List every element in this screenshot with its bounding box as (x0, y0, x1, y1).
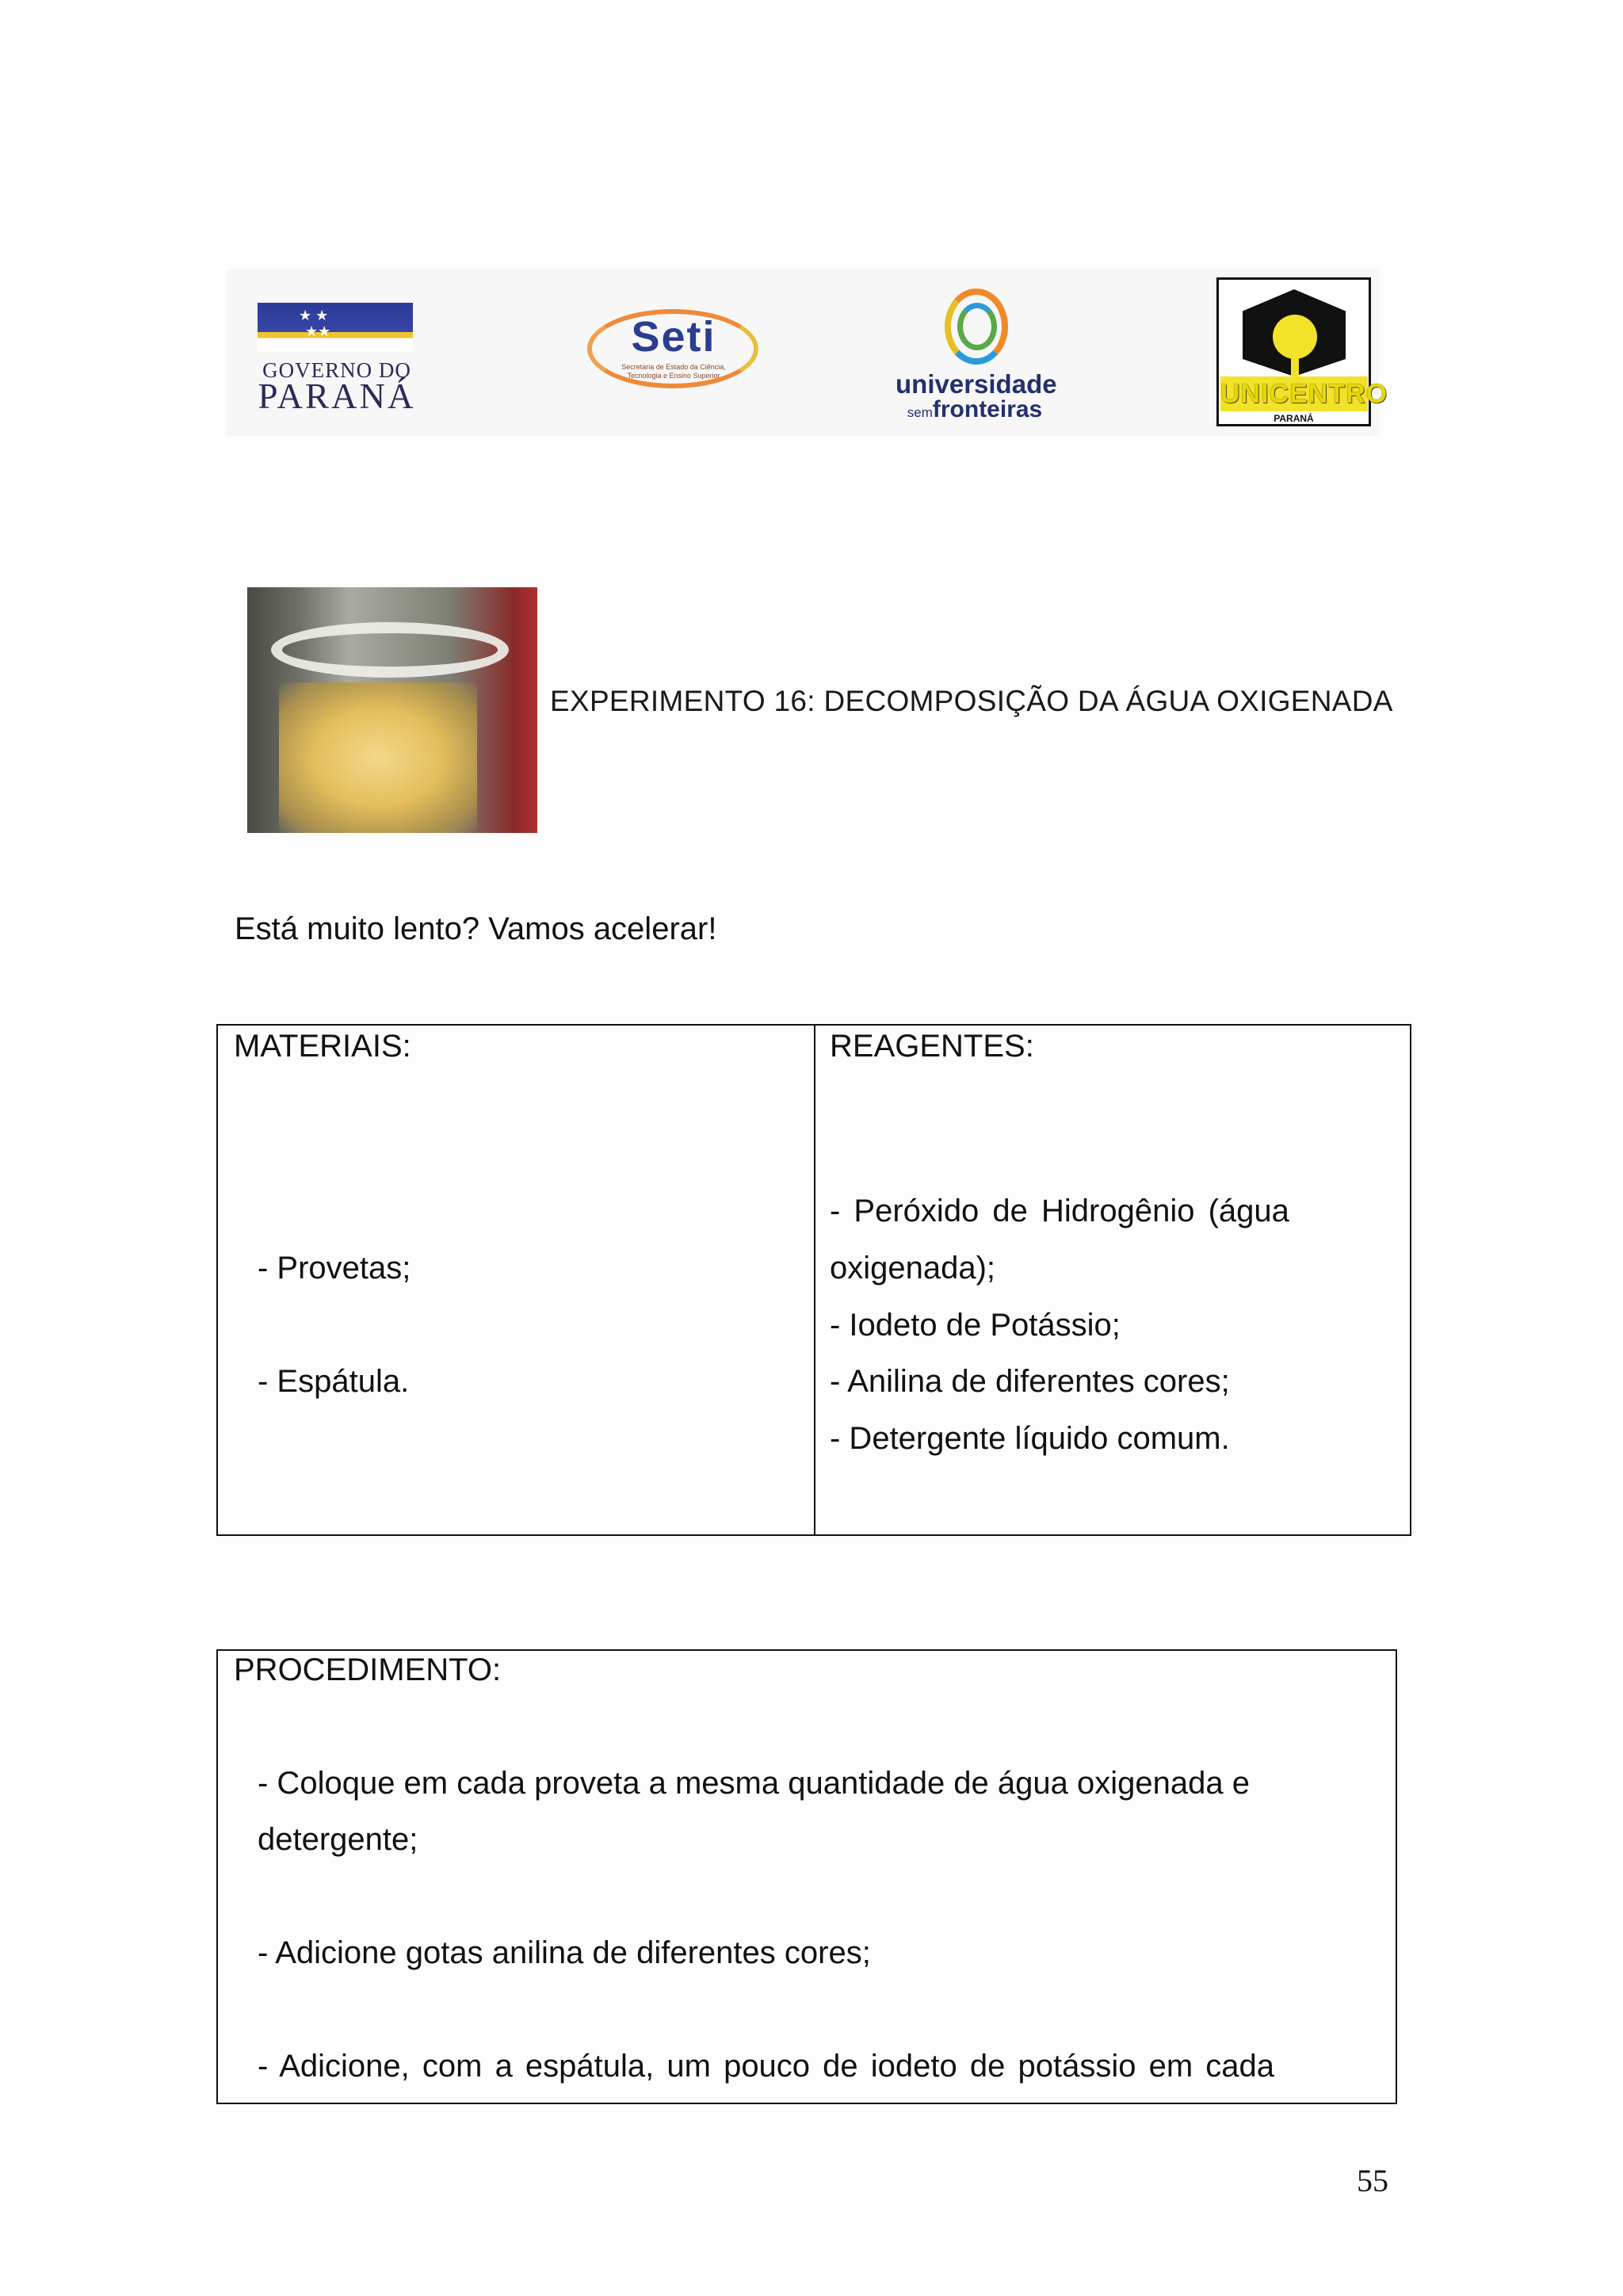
governo-logo-line2: PARANÁ (258, 376, 416, 416)
parana-flag-icon: ★ ★ ★★ (258, 303, 413, 352)
unicentro-logo-sub: PARANÁ (1274, 413, 1314, 424)
procedure-line: - Coloque em cada proveta a mesma quantidade de água oxigenada e (258, 1766, 1250, 1801)
usf-logo-line2: semfronteiras (907, 396, 1043, 422)
intro-text: Está muito lento? Vamos acelerar! (235, 911, 717, 946)
experiment-title: EXPERIMENTO 16: DECOMPOSIÇÃO DA ÁGUA OXIGENADA (550, 685, 1393, 717)
procedure-line: detergente; (258, 1822, 418, 1857)
governo-parana-logo (258, 303, 416, 414)
procedure-table (216, 1649, 1397, 2104)
reagents-line: - Anilina de diferentes cores; (830, 1364, 1230, 1399)
procedure-line: - Adicione, com a espátula, um pouco de iodeto de potássio em cada (258, 2049, 1274, 2084)
page-number: 55 (1357, 2163, 1388, 2199)
reagents-line: oxigenada); (830, 1251, 996, 1286)
universidade-sem-fronteiras-logo (896, 287, 1057, 430)
seti-logo (582, 301, 765, 396)
reagents-line: - Detergente líquido comum. (830, 1421, 1230, 1456)
reagents-header: REAGENTES: (830, 1029, 1034, 1064)
experiment-photo (247, 587, 537, 833)
column-divider (814, 1026, 815, 1534)
seti-logo-word: Seti (631, 313, 716, 361)
governo-logo-line1: GOVERNO DO (262, 358, 411, 382)
seti-logo-subtitle: Secretaria de Estado da Ciência, Tecnologia e Ensino Superior (621, 363, 726, 380)
procedure-line: - Adicione gotas anilina de diferentes cores; (258, 1935, 871, 1970)
unicentro-logo-word: UNICENTRO (1220, 376, 1368, 411)
procedure-header: PROCEDIMENTO: (234, 1652, 502, 1687)
materials-reagents-table (216, 1024, 1411, 1536)
materials-item: - Provetas; (258, 1251, 411, 1286)
unicentro-logo (1216, 277, 1388, 426)
materials-item: - Espátula. (258, 1364, 410, 1399)
reagents-line: - Peróxido de Hidrogênio (água (830, 1194, 1289, 1228)
materials-header: MATERIAIS: (234, 1029, 411, 1064)
usf-logo-line1: universidade (896, 369, 1057, 399)
reagents-line: - Iodeto de Potássio; (830, 1308, 1121, 1343)
